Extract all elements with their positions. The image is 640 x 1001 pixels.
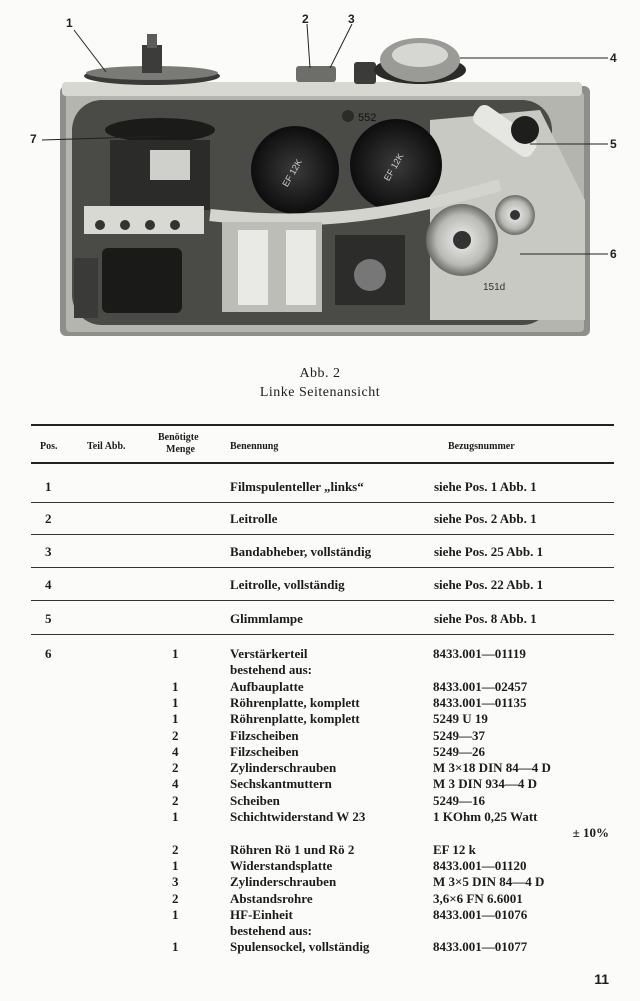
table-row	[31, 604, 614, 635]
bezug-cell: siehe Pos. 1 Abb. 1	[434, 479, 537, 494]
bezug-cell: 8433.001—01077	[433, 939, 528, 955]
callout-7: 7	[30, 132, 37, 146]
table-row	[31, 472, 614, 503]
pos-cell: 6	[45, 646, 52, 661]
benennung-cell: Filzscheiben	[230, 743, 299, 759]
bezug-cell: M 3×5 DIN 84—4 D	[433, 874, 545, 890]
table-row	[31, 570, 614, 601]
col-header-pos: Pos.	[40, 441, 58, 452]
header-rule	[31, 462, 614, 464]
benennung-cell: HF-Einheit	[230, 906, 293, 922]
svg-text:552: 552	[358, 112, 377, 124]
menge-cell: 3	[172, 874, 179, 890]
benennung-cell: Verstärkerteil	[230, 646, 308, 661]
callout-5: 5	[610, 137, 617, 151]
bezug-cell: 8433.001—01076	[433, 906, 528, 922]
bezug-cell: siehe Pos. 25 Abb. 1	[434, 544, 544, 559]
menge-cell: 1	[172, 857, 179, 873]
list-item	[0, 825, 640, 841]
callout-3: 3	[348, 12, 355, 26]
benennung-cell: Filzscheiben	[230, 727, 299, 743]
bezug-cell: 5249—26	[433, 743, 485, 759]
bezug-cell: siehe Pos. 2 Abb. 1	[434, 511, 537, 526]
pos-cell: 4	[45, 577, 52, 592]
list-item	[0, 907, 640, 923]
bezug-cell: 8433.001—01119	[433, 646, 526, 661]
bezug-cell: 5249—16	[433, 792, 485, 808]
list-item	[0, 874, 640, 890]
menge-cell: 4	[172, 776, 179, 792]
bezug-cell: siehe Pos. 8 Abb. 1	[434, 611, 537, 626]
menge-cell: 1	[172, 711, 179, 727]
benennung-cell: Zylinderschrauben	[230, 874, 337, 890]
list-item	[0, 809, 640, 825]
benennung-cell: Röhren Rö 1 und Rö 2	[230, 841, 355, 857]
menge-cell: 1	[172, 694, 179, 710]
list-item	[0, 793, 640, 809]
list-item	[0, 760, 640, 776]
svg-text:151d: 151d	[483, 282, 506, 293]
col-header-menge-2: Menge	[166, 444, 195, 455]
benennung-cell: Widerstandsplatte	[230, 857, 333, 873]
benennung-cell: Filmspulenteller „links“	[230, 479, 364, 494]
menge-cell: 1	[172, 939, 179, 955]
bezug-cell: M 3×18 DIN 84—4 D	[433, 760, 551, 776]
callout-2: 2	[302, 12, 309, 26]
benennung-cell: Glimmlampe	[230, 611, 303, 626]
bezug-cell: 8433.001—01135	[433, 694, 527, 710]
pos-cell: 3	[45, 544, 52, 559]
benennung-cell: Leitrolle	[230, 511, 278, 526]
svg-text:EF 12K: EF 12K	[280, 157, 304, 189]
page-number: 11	[594, 971, 609, 987]
list-item	[0, 646, 640, 662]
benennung-cell: Schichtwiderstand W 23	[230, 809, 366, 824]
bezug-cell: 8433.001—01120	[433, 857, 527, 873]
bezug-cell: 1 KOhm 0,25 Watt	[433, 809, 538, 824]
menge-cell: 2	[172, 890, 179, 906]
table-row	[31, 504, 614, 535]
pos-cell: 5	[45, 611, 52, 626]
list-item	[0, 842, 640, 858]
list-item	[0, 744, 640, 760]
figure-caption: Linke Seitenansicht	[259, 385, 381, 400]
list-item	[0, 695, 640, 711]
list-item	[0, 711, 640, 727]
benennung-cell: bestehend aus:	[230, 662, 312, 678]
bezug-cell: ± 10%	[572, 825, 609, 841]
benennung-cell: Zylinderschrauben	[230, 760, 337, 776]
list-item	[0, 858, 640, 874]
pos-cell: 2	[45, 511, 52, 526]
list-item	[0, 891, 640, 907]
col-header-bezug: Bezugsnummer	[448, 441, 515, 452]
menge-cell: 1	[172, 646, 179, 661]
list-item	[0, 728, 640, 744]
table-row	[31, 537, 614, 568]
callout-4: 4	[610, 51, 617, 65]
menge-cell: 2	[172, 727, 179, 743]
menge-cell: 2	[172, 760, 179, 776]
callout-6: 6	[610, 247, 617, 261]
bezug-cell: 5249 U 19	[433, 711, 488, 727]
benennung-cell: Bandabheber, vollständig	[230, 544, 372, 559]
benennung-cell: Leitrolle, vollständig	[230, 577, 345, 592]
benennung-cell: Röhrenplatte, komplett	[230, 694, 360, 710]
menge-cell: 1	[172, 809, 179, 824]
benennung-cell: Scheiben	[230, 792, 280, 808]
table-top-rule	[31, 424, 614, 426]
menge-cell: 4	[172, 743, 179, 759]
benennung-cell: Sechskantmuttern	[230, 776, 332, 792]
bezug-cell: 8433.001—02457	[433, 678, 528, 694]
list-item	[0, 923, 640, 939]
bezug-cell: 5249—37	[433, 727, 485, 743]
menge-cell: 2	[172, 792, 179, 808]
col-header-teil: Teil Abb.	[87, 441, 126, 452]
callout-1: 1	[66, 16, 73, 30]
list-item	[0, 776, 640, 792]
bezug-cell: 3,6×6 FN 6.6001	[433, 890, 523, 906]
menge-cell: 1	[172, 678, 179, 694]
amplifier-photo	[0, 0, 640, 345]
col-header-benennung: Benennung	[230, 441, 279, 452]
menge-cell: 2	[172, 841, 179, 857]
col-header-menge-1: Benötigte	[158, 432, 199, 443]
figure-number: Abb. 2	[299, 366, 341, 381]
menge-cell: 1	[172, 906, 179, 922]
list-item	[0, 679, 640, 695]
benennung-cell: Röhrenplatte, komplett	[230, 711, 360, 727]
benennung-cell: Aufbauplatte	[230, 678, 304, 694]
bezug-cell: M 3 DIN 934—4 D	[433, 776, 537, 792]
list-item	[0, 662, 640, 678]
benennung-cell: bestehend aus:	[230, 923, 312, 939]
list-item	[0, 939, 640, 955]
bezug-cell: siehe Pos. 22 Abb. 1	[434, 577, 544, 592]
benennung-cell: Abstandsrohre	[230, 890, 313, 906]
benennung-cell: Spulensockel, vollständig	[230, 939, 370, 955]
bezug-cell: EF 12 k	[433, 841, 476, 857]
svg-text:EF 12K: EF 12K	[381, 151, 406, 183]
pos-cell: 1	[45, 479, 52, 494]
